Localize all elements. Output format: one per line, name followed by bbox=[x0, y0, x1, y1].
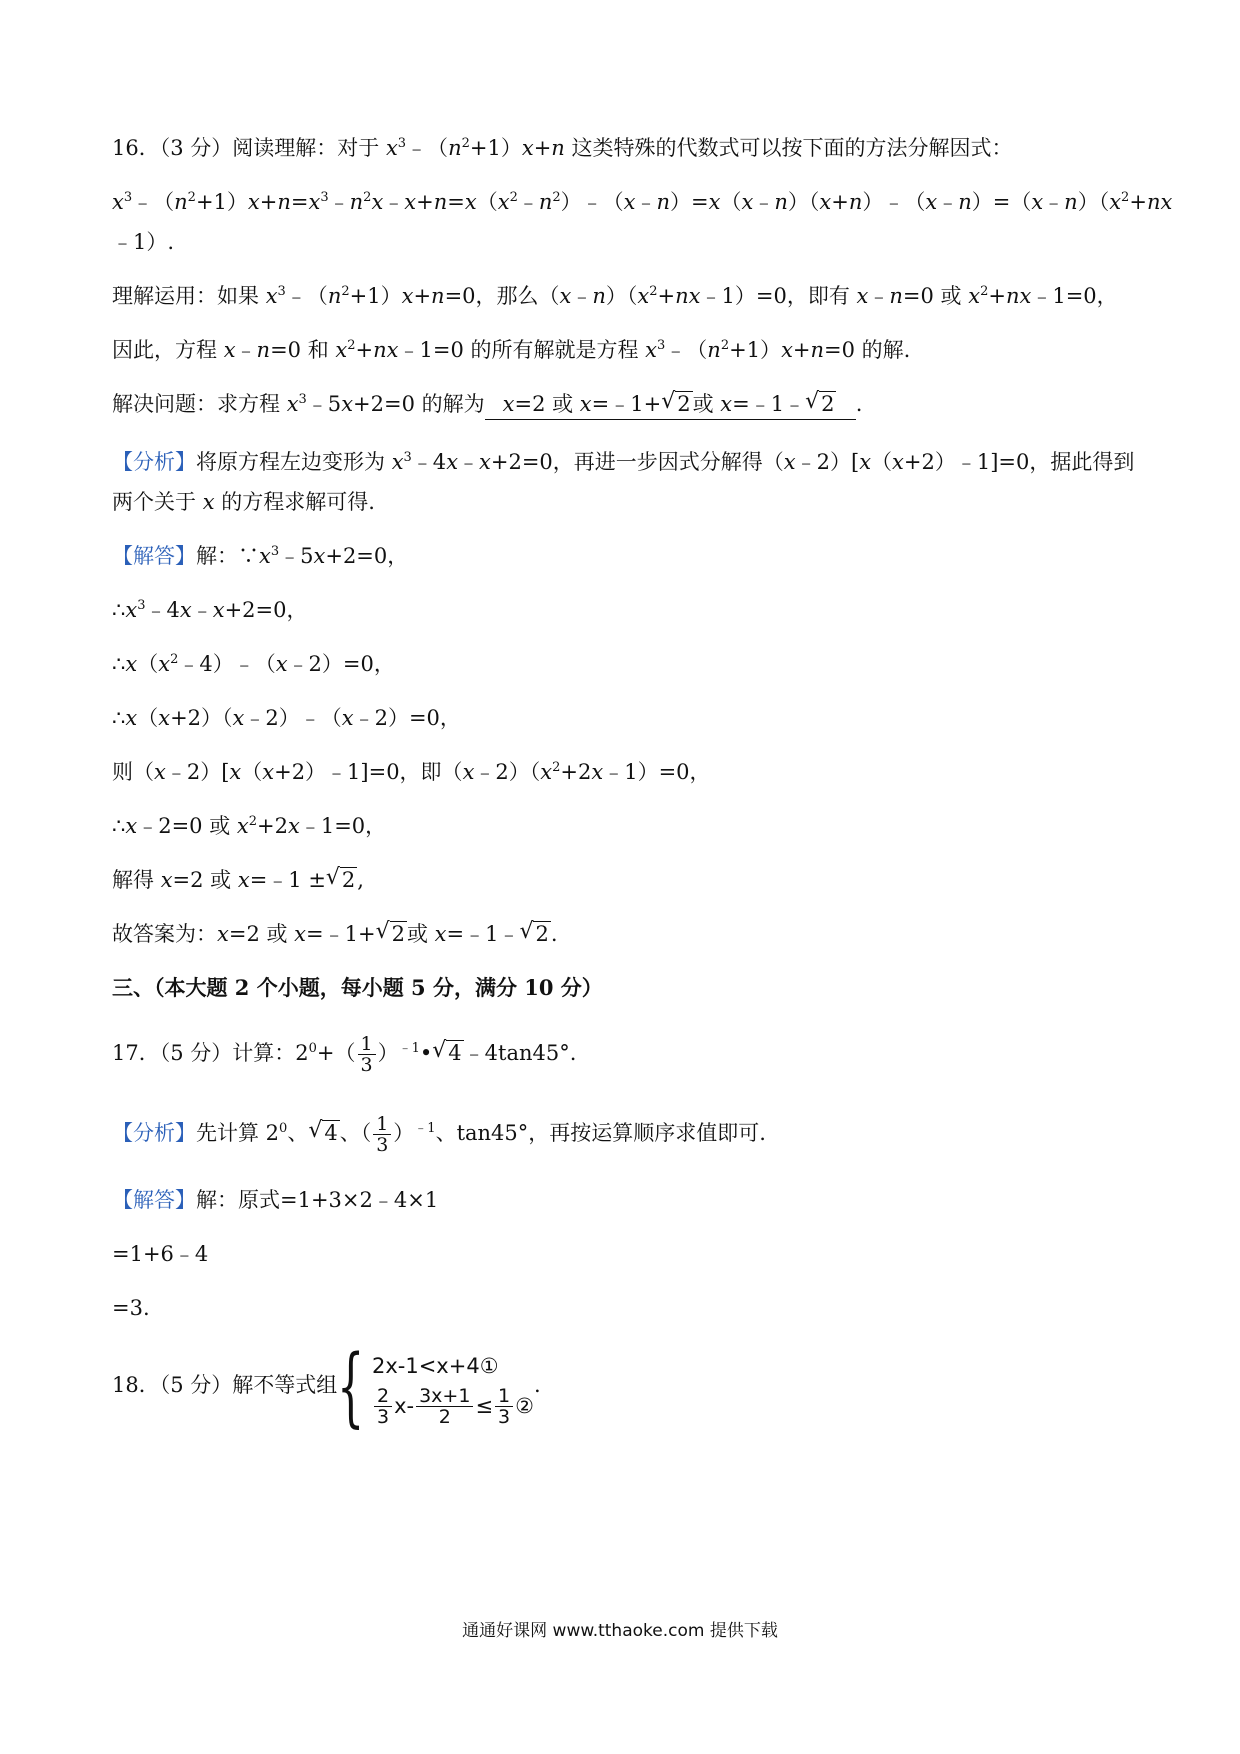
fraction-one-third: $\frac{1}{3}$ bbox=[358, 1034, 376, 1075]
brace-symbol: { bbox=[337, 1336, 365, 1437]
solution-tag: 【解答】 bbox=[112, 544, 196, 568]
q16-apply: 理解运用：如果 $x^3﹣(n^2+1)x+n=0$，那么$(x﹣n)(x^2+nx﹣1)=0$，即有 x﹣n=0 或 $x^2+nx﹣1=0$， bbox=[112, 284, 1118, 308]
q17-solution-step-3: =3. bbox=[112, 1296, 150, 1320]
q16-solution-step-8: 故答案为：x=2 或 x=﹣1+ √ 2或 x=﹣1﹣ √ 2. bbox=[112, 919, 558, 946]
q17-header: 17．（5 分）计算：$2^0+$（ $\frac{1}{3}$ ）$^{﹣1}$• √ 4﹣4tan45°. bbox=[112, 1033, 577, 1076]
q16-solution-step-7: 解得 x=2 或 x=﹣1 ± √ 2, bbox=[112, 865, 364, 892]
analysis-tag: 【分析】 bbox=[112, 450, 196, 474]
q16-solution-step-3: $\therefore x(x^2﹣4)﹣(x﹣2)=0$， bbox=[112, 652, 395, 676]
q16-header: 16．（3 分）阅读理解：对于 $x^3﹣(n^2+1)x+n$ 这类特殊的代数式可以按下面的方法分解因式： bbox=[112, 136, 1013, 160]
q17-solution-step-2: =1+6﹣4 bbox=[112, 1242, 209, 1266]
q17-solution-step-1: 【解答】解：原式=1+3×2﹣4×1 bbox=[112, 1188, 439, 1212]
q17-analysis: 【分析】先计算 $2^0$、 √ 4、（ $\frac{1}{3}$ ）$^{﹣1}$、tan45°，再按运算顺序求值即可. bbox=[112, 1113, 766, 1156]
q16-problem: 解决问题：求方程 $x^3﹣5x+2=0$ 的解为 x=2 或 x=﹣1+ √ 2或 x=﹣1﹣ √ 2 . bbox=[112, 388, 1128, 420]
q16-solution-step-2: $\therefore x^3﹣4x﹣x+2=0$， bbox=[112, 598, 308, 622]
q16-solution-step-6: ∴x﹣2=0 或 $x^2+2x﹣1=0$， bbox=[112, 814, 387, 838]
q16-factor-line1: $x^3﹣(n^2+1)x+n=x^3﹣n^2x﹣x+n=x(x^2﹣n^2)﹣(x﹣n)=x(x﹣n)(x+n)﹣(x﹣n)=(x﹣n)(x^2+nx$ bbox=[112, 190, 1173, 214]
fraction-one-third: $\frac{1}{3}$ bbox=[373, 1114, 391, 1155]
page-footer: 通通好课网 www.tthaoke.com 提供下载 bbox=[462, 1621, 778, 1641]
q16-solution-step-4: ∴x（x+2）（x﹣2）﹣（x﹣2）=0， bbox=[112, 706, 461, 730]
section-3-heading: 三、（本大题 2 个小题，每小题 5 分，满分 10 分） bbox=[112, 975, 603, 1000]
q16-analysis-2: 两个关于 x 的方程求解可得. bbox=[112, 490, 375, 514]
solution-tag: 【解答】 bbox=[112, 1188, 196, 1212]
analysis-tag: 【分析】 bbox=[112, 1121, 196, 1145]
q18-header: 18．（5 分）解不等式组{ 2x-1<x+4① $\frac{2}{3}$ x- $\frac{3x+1}{2}$ ≤ $\frac{1}{3}$ ② . bbox=[112, 1336, 541, 1437]
q16-answer-blank: x=2 或 x=﹣1+ √ 2或 x=﹣1﹣ √ 2 bbox=[485, 389, 856, 420]
inequality-1: 2x-1<x+4① bbox=[371, 1353, 499, 1378]
q16-analysis-1: 【分析】将原方程左边变形为 $x^3﹣4x﹣x+2=0$，再进一步因式分解得（x﹣2）[x（x+2）﹣1]=0，据此得到 bbox=[112, 450, 1135, 474]
q16-therefore: 因此，方程 x﹣n=0 和 $x^2+nx﹣1=0$ 的所有解就是方程 $x^3﹣(n^2+1)x+n=0$ 的解. bbox=[112, 338, 911, 362]
inequality-2: $\frac{2}{3}$ x- $\frac{3x+1}{2}$ ≤ $\frac{1}{3}$ ② bbox=[372, 1386, 534, 1428]
q18-label: 18．（5 分）解不等式组 bbox=[112, 1373, 338, 1397]
q16-solution-step-1: 【解答】解：$\because x^3﹣5x+2=0$， bbox=[112, 544, 409, 568]
q16-factor-line2: ﹣1）. bbox=[112, 230, 175, 254]
q16-solution-step-5: 则（x﹣2）[x（x+2）﹣1]=0，即$(x﹣2)(x^2+2x﹣1)=0$， bbox=[112, 760, 711, 784]
inequality-system bbox=[372, 1346, 534, 1428]
